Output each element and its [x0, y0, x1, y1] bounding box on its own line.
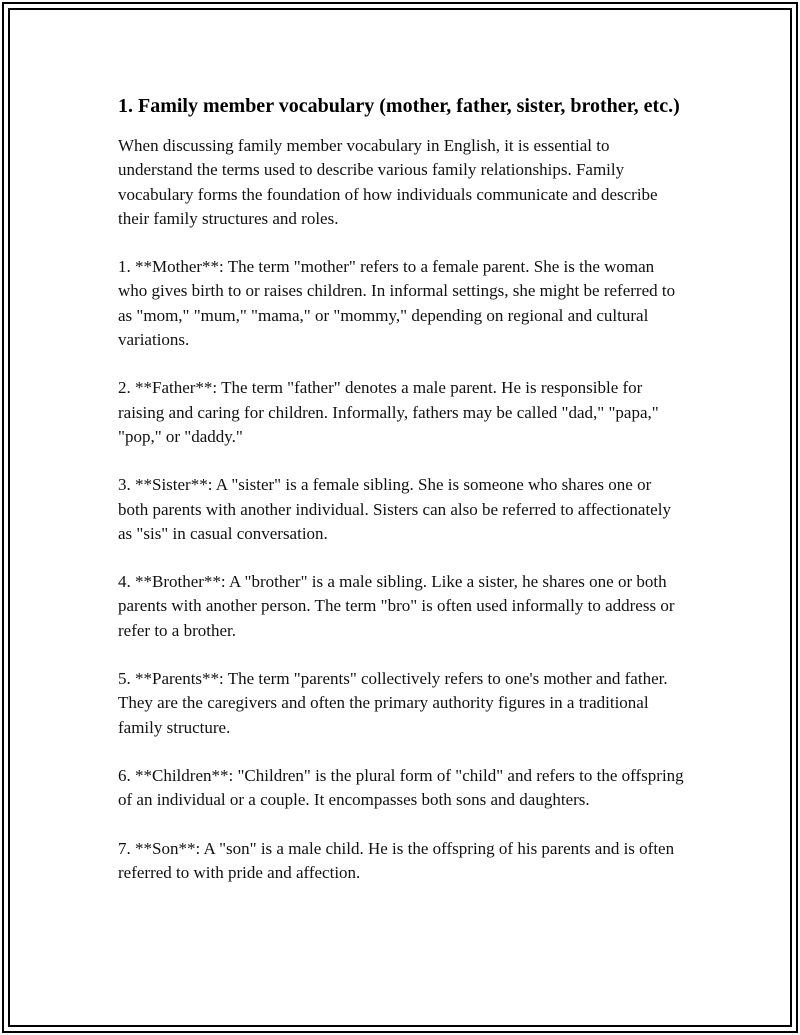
paragraph-son: 7. **Son**: A "son" is a male child. He is the offspring of his parents and is often referred to with pride and affection. [118, 838, 675, 882]
document-body [118, 92, 684, 909]
paragraph-mother: 1. **Mother**: The term "mother" refers to a female parent. She is the woman who gives birth to or raises children. In informal settings, she might be referred to as "mom," "mum," "mama," or "mommy," depending on regional and cultural variations. [118, 257, 676, 350]
paragraph-sister: 3. **Sister**: A "sister" is a female sibling. She is someone who shares one or both parents with another individual. Sisters can also be referred to affectionately as "sis" in casual conversation. [118, 475, 671, 543]
paragraph-brother: 4. **Brother**: A "brother" is a male sibling. Like a sister, he shares one or both parents with another person. The term "bro" is often used informally to address or refer to a brother. [118, 572, 675, 640]
paragraph-father: 2. **Father**: The term "father" denotes a male parent. He is responsible for raising and caring for children. Informally, fathers may be called "dad," "papa," "pop," or "daddy." [118, 378, 659, 446]
paragraph-parents: 5. **Parents**: The term "parents" collectively refers to one's mother and father. They are the caregivers and often the primary authority figures in a traditional family structure. [118, 669, 668, 737]
section-heading: 1. Family member vocabulary (mother, father, sister, brother, etc.) [118, 95, 680, 117]
paragraph-children: 6. **Children**: "Children" is the plural form of "child" and refers to the offspring of an individual or a couple. It encompasses both sons and daughters. [118, 765, 684, 810]
intro-paragraph: When discussing family member vocabulary in English, it is essential to understand the terms used to describe various family relationships. Family vocabulary forms the foundation of how individuals communicate and describe their family structures and roles. [118, 136, 658, 228]
